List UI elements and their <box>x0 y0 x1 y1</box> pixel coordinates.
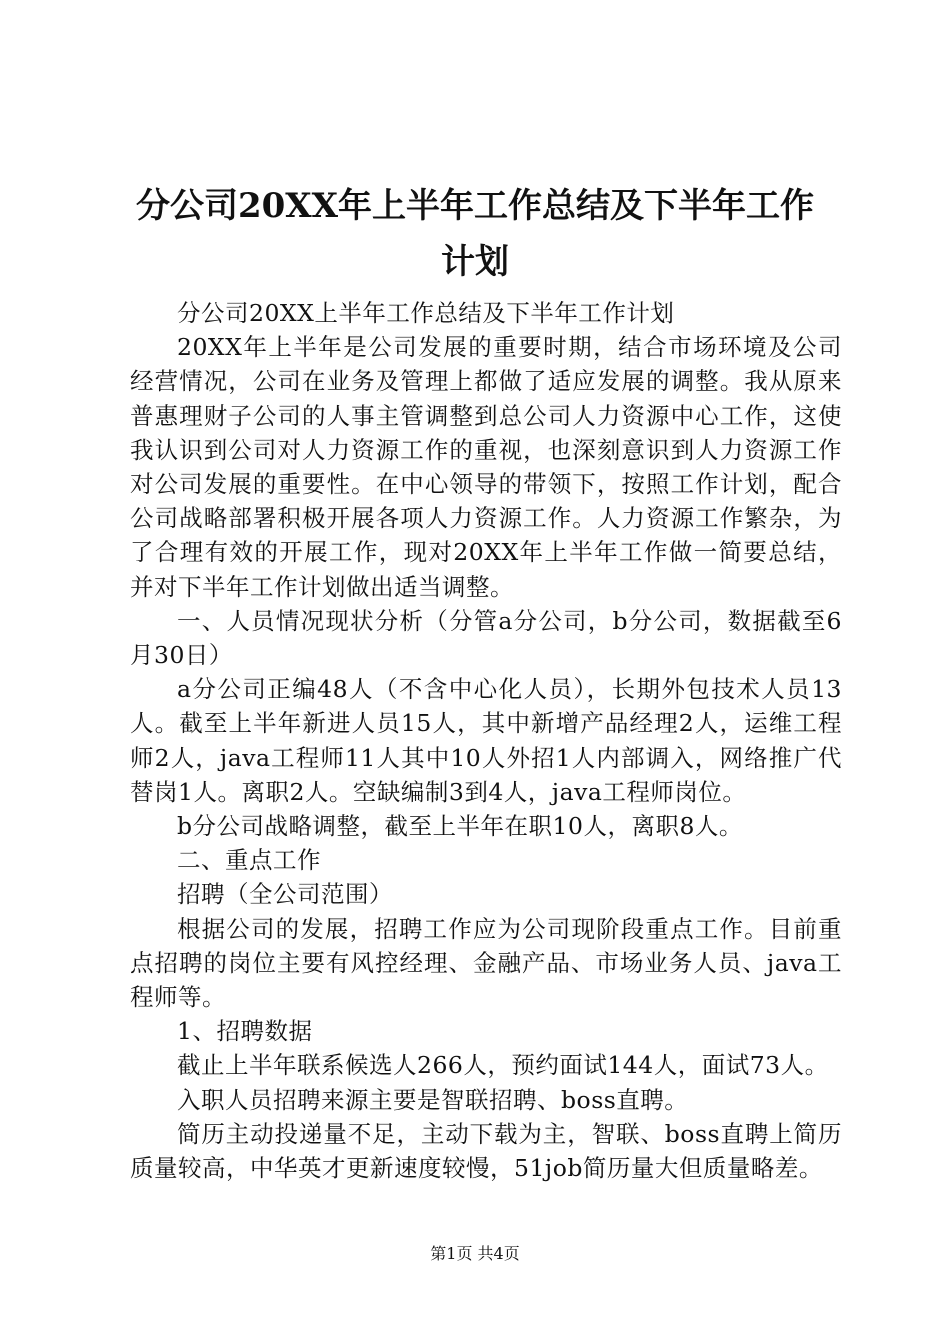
document-body <box>130 296 842 1185</box>
paragraph: 截止上半年联系候选人266人，预约面试144人，面试73人。 <box>177 1051 829 1080</box>
document-title: 分公司20XX年上半年工作总结及下半年工作计划 <box>135 186 815 282</box>
paragraph: a分公司正编48人（不含中心化人员），长期外包技术人员13人。截至上半年新进人员15人，其中新增产品经理2人，运维工程师2人，java工程师11人其中10人外招1人内部调入，网络推广代替岗1人。离职2人。空缺编制3到4人，java工程师岗位。 <box>130 675 842 806</box>
paragraph: 分公司20XX上半年工作总结及下半年工作计划 <box>177 299 675 327</box>
subsection-heading: 1、招聘数据 <box>177 1017 313 1046</box>
paragraph: b分公司战略调整，截至上半年在职10人，离职8人。 <box>177 812 743 841</box>
section-heading: 二、重点工作 <box>177 846 321 875</box>
page-number-footer: 第1页 共4页 <box>430 1244 520 1263</box>
paragraph: 简历主动投递量不足，主动下载为主，智联、boss直聘上简历质量较高，中华英才更新速度较慢，51job简历量大但质量略差。 <box>130 1119 842 1183</box>
paragraph: 根据公司的发展，招聘工作应为公司现阶段重点工作。目前重点招聘的岗位主要有风控经理、金融产品、市场业务人员、java工程师等。 <box>130 914 842 1012</box>
paragraph: 20XX年上半年是公司发展的重要时期，结合市场环境及公司经营情况，公司在业务及管理上都做了适应发展的调整。我从原来普惠理财子公司的人事主管调整到总公司人力资源中心工作，这使我认识到公司对人力资源工作的重视，也深刻意识到人力资源工作对公司发展的重要性。在中心领导的带领下，按照工作计划，配合公司战略部署积极开展各项人力资源工作。人力资源工作繁杂，为了合理有效的开展工作，现对20XX年上半年工作做一简要总结，并对下半年工作计划做出适当调整。 <box>130 333 842 601</box>
subsection-heading: 招聘（全公司范围） <box>177 880 393 909</box>
paragraph: 入职人员招聘来源主要是智联招聘、boss直聘。 <box>177 1085 689 1114</box>
section-heading: 一、人员情况现状分析（分管a分公司，b分公司，数据截至6月30日） <box>130 606 842 670</box>
